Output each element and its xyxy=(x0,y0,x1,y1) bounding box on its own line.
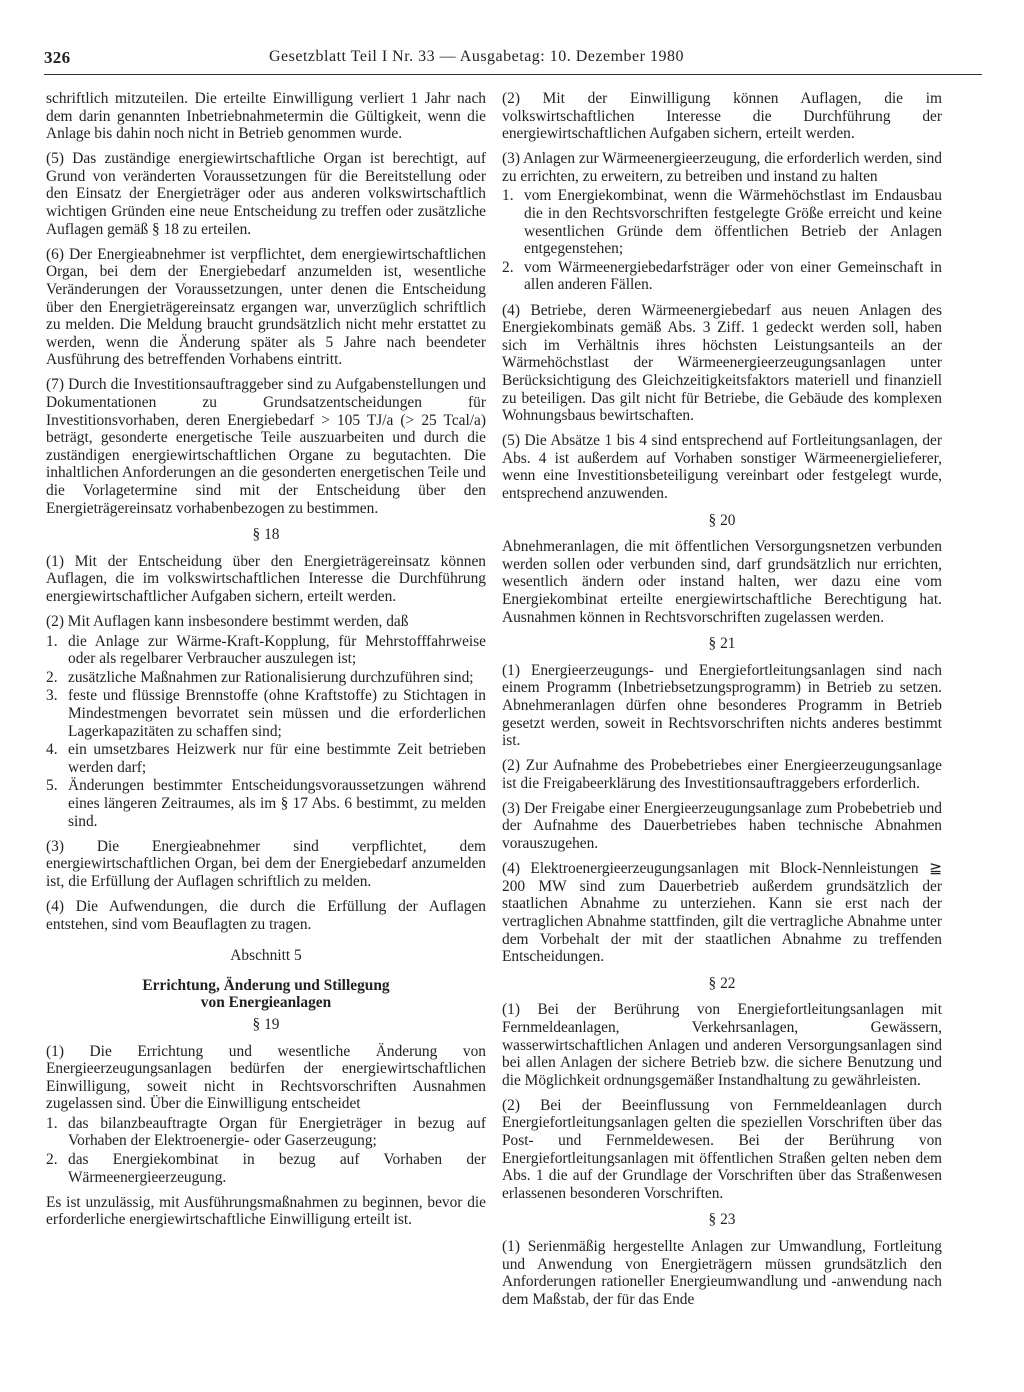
section-heading: § 20 xyxy=(708,511,736,529)
gazette-title: Gesetzblatt Teil I Nr. 33 — Ausgabetag: 10. Dezember 1980 xyxy=(269,48,684,65)
paragraph: (2) Bei der Beeinflussung von Fernmeldeanlagen durch Energiefortleitungsanlagen gelten die speziellen Vorschriften über das Post- und Fernmeldewesen. Bei der Berührung von Energiefortleitungsanlagen mit öffentlichen Straßen gelten neben dem Abs. 1 die auf der Grundlage der Vorschriften über das Straßenwesen erlassenen besonderen Vorschriften. xyxy=(502,1096,942,1202)
paragraph: (4) Elektroenergieerzeugungsanlagen mit Block-Nennleistungen ≧ 200 MW sind zum Dauerbetrieb außerdem grundsätzlich der staatlichen Abnahme zu unterziehen. Kann sie erst nach der vertraglichen Abnahme stattfinden, gilt die vertragliche Abnahme unter dem Vorbehalt der mit der staatlichen Abnahme zu treffenden Entscheidungen. xyxy=(502,860,942,966)
right-column xyxy=(502,90,942,1316)
list-text: feste und flüssige Brennstoffe (ohne Kraftstoffe) zu Stichtagen in Mindestmengen bevorratet sein müssen und die erforderlichen Lagerkapazitäten zu schaffen sind; xyxy=(68,687,486,740)
paragraph: (3) Die Energieabnehmer sind verpflichtet, dem energiewirtschaftlichen Organ, bei dem der Energiebedarf anzumelden ist, die Erfüllung der Auflagen schriftlich zu melden. xyxy=(46,837,486,890)
numbered-list xyxy=(46,633,486,831)
header-rule xyxy=(44,74,982,75)
section-heading: § 22 xyxy=(708,974,736,992)
paragraph: (5) Die Absätze 1 bis 4 sind entsprechend auf Fortleitungsanlagen, der Abs. 4 ist außerdem auf Vorhaben sonstiger Wärmeenergielieferer, wenn eine Investitionsbeteiligung vereinbart oder festgelegt wurde, entsprechend anzuwenden. xyxy=(502,432,942,502)
left-column xyxy=(46,90,486,1236)
list-text: die Anlage zur Wärme-Kraft-Kopplung, für Mehrstofffahrweise oder als regelbarer Verbraucher auszulegen ist; xyxy=(68,632,486,668)
section-heading: § 21 xyxy=(708,635,736,653)
paragraph: (2) Mit der Einwilligung können Auflagen, die im volkswirtschaftlichen Interesse die Durchführung der energiewirtschaftlichen Aufgaben sichern, erteilt werden. xyxy=(502,90,942,143)
list-number: 1. xyxy=(46,632,58,650)
page-number: 326 xyxy=(44,48,71,67)
paragraph: (7) Durch die Investitionsauftraggeber sind zu Aufgabenstellungen und Dokumentationen zu Grundsatzentscheidungen für Investitionsvorhaben, deren Energiebedarf > 105 TJ/a (> 25 Tcal/a) beträgt, gesonderte energetische Teile auszuarbeiten und durch die zuständigen energiewirtschaftlichen Organe zu begutachten. Die inhaltlichen Anforderungen an die gesonderten energetischen Teile und die Vorlagetermine sind mit der Entscheidung über den Energieträgereinsatz vorhabenbezogen zu bestimmen. xyxy=(46,376,486,517)
list-item xyxy=(502,187,942,257)
paragraph: (3) Der Freigabe einer Energieerzeugungsanlage zum Probebetrieb und der Aufnahme des Dauerbetriebes haben technische Abnahmen vorauszugehen. xyxy=(502,799,942,853)
paragraph: (1) Mit der Entscheidung über den Energieträgereinsatz können Auflagen, die im volkswirtschaftlichen Interesse die Durchführung energiewirtschaftlicher Aufgaben sichern, erteilt werden. xyxy=(46,552,486,605)
list-item xyxy=(46,1115,486,1150)
paragraph: (6) Der Energieabnehmer ist verpflichtet, dem energiewirtschaftlichen Organ, bei dem der Energiebedarf anzumelden ist, wesentliche Veränderungen der Voraussetzungen, unter denen die Entscheidung über den Energieträgereinsatz ergangen war, unverzüglich schriftlich zu melden. Die Meldung braucht grundsätzlich nicht mehr erstattet zu werden, wenn die Änderung später als 5 Jahre nach beendeter Ausführung des betreffenden Vorhabens eintritt. xyxy=(46,245,486,369)
numbered-list xyxy=(502,187,942,294)
paragraph: (1) Serienmäßig hergestellte Anlagen zur Umwandlung, Fortleitung und Anwendung von Energieträgern müssen grundsätzlich den Anforderungen rationeller Energieumwandlung und -anwendung nach dem Maßstab, der für das Ende xyxy=(502,1237,942,1308)
chapter-title-line2: von Energieanlagen xyxy=(200,994,332,1012)
section-heading: § 18 xyxy=(252,526,280,544)
paragraph: (5) Das zuständige energiewirtschaftliche Organ ist berechtigt, auf Grund von veränderten Voraussetzungen für die Bereitstellung oder den Einsatz der Energieträger oder aus anderen volkswirtschaftlich wichtigen Gründen eine neue Entscheidung zu treffen oder zusätzliche Auflagen gemäß § 18 zu erteilen. xyxy=(46,150,486,238)
list-text: ein umsetzbares Heizwerk nur für eine bestimmte Zeit betrieben werden darf; xyxy=(68,741,486,776)
page-header xyxy=(44,48,982,74)
paragraph: (1) Energieerzeugungs- und Energiefortleitungsanlagen sind nach einem Programm (Inbetriebsetzungsprogramm) in Betrieb zu setzen. Abnehmeranlagen dürfen ohne besonderes Programm in Betrieb gesetzt werden, soweit in Rechtsvorschriften nichts anderes bestimmt ist. xyxy=(502,661,942,750)
paragraph: (3) Anlagen zur Wärmeenergieerzeugung, die erforderlich werden, sind zu errichten, zu erweitern, zu betreiben und instand zu halten xyxy=(502,150,943,185)
paragraph: (2) Zur Aufnahme des Probebetriebes einer Energieerzeugungsanlage ist die Freigabeerklärung des Investitionsauftraggebers erforderlich. xyxy=(502,757,942,792)
list-text: Änderungen bestimmter Entscheidungsvoraussetzungen während eines längeren Zeitraumes, als im § 17 Abs. 6 bestimmt, zu melden sind. xyxy=(68,777,486,830)
list-text: das bilanzbeauftragte Organ für Energieträger in bezug auf Vorhaben der Elektroenergie- oder Gaserzeugung; xyxy=(68,1114,486,1150)
numbered-list xyxy=(46,1115,486,1186)
list-number: 4. xyxy=(46,741,58,759)
paragraph: (1) Bei der Berührung von Energiefortleitungsanlagen mit Fernmeldeanlagen, Verkehrsanlagen, Gewässern, wasserwirtschaftlichen Anlagen und anderen Versorgungsanlagen sind bei allen Anlagen der sichere Betrieb bzw. die sichere Benutzung und die Möglichkeit ordnungsgemäßer Instandhaltung zu gewährleisten. xyxy=(502,1001,942,1089)
paragraph: (2) Mit Auflagen kann insbesondere bestimmt werden, daß xyxy=(46,613,409,631)
list-item xyxy=(46,633,486,668)
paragraph: (1) Die Errichtung und wesentliche Änderung von Energieerzeugungsanlagen bedürfen der energiewirtschaftlichen Einwilligung, soweit nicht in Rechtsvorschriften Ausnahmen zugelassen sind. Über die Einwilligung entscheidet xyxy=(46,1042,486,1113)
list-item xyxy=(46,777,486,830)
list-item xyxy=(46,687,486,740)
list-number: 1. xyxy=(502,187,514,205)
paragraph: Es ist unzulässig, mit Ausführungsmaßnahmen zu beginnen, bevor die erforderliche energiewirtschaftliche Einwilligung erteilt ist. xyxy=(46,1193,486,1229)
paragraph: Abnehmeranlagen, die mit öffentlichen Versorgungsnetzen verbunden werden sollen oder verbunden sind, darf grundsätzlich nur errichten, wesentlich ändern oder instand halten, wer dazu eine vom Energiekombinat erteilte energiewirtschaftliche Berechtigung hat. Ausnahmen können in Rechtsvorschriften zugelassen werden. xyxy=(502,538,942,626)
list-number: 1. xyxy=(46,1114,58,1132)
list-text: zusätzliche Maßnahmen zur Rationalisierung durchzuführen sind; xyxy=(68,668,474,686)
paragraph: (4) Betriebe, deren Wärmeenergiebedarf aus neuen Anlagen des Energiekombinats gemäß Abs. 3 Ziff. 1 gedeckt werden soll, haben sich im Verhältnis ihres höchsten Leistungsanteils an der Wärmehöchstlast der Wärmeenergieerzeugungsanlagen unter Berücksichtigung des Gleichzeitigkeitsfaktors materiell und finanziell zu beteiligen. Das gilt nicht für Betriebe, die Gebäude des komplexen Wohnungsbaus bewirtschaften. xyxy=(502,301,942,425)
list-item xyxy=(502,259,942,294)
list-number: 3. xyxy=(46,687,58,705)
list-item xyxy=(46,669,486,687)
paragraph: (4) Die Aufwendungen, die durch die Erfüllung der Auflagen entstehen, sind vom Beauflagten zu tragen. xyxy=(46,897,486,933)
list-text: das Energiekombinat in bezug auf Vorhaben der Wärmeenergieerzeugung. xyxy=(68,1151,486,1186)
section-heading: § 19 xyxy=(252,1015,280,1033)
list-text: vom Wärmeenergiebedarfsträger oder von einer Gemeinschaft in allen anderen Fällen. xyxy=(524,258,942,294)
list-number: 2. xyxy=(502,258,514,276)
list-number: 2. xyxy=(46,668,58,686)
list-number: 5. xyxy=(46,777,58,795)
section-heading: § 23 xyxy=(708,1211,736,1229)
list-number: 2. xyxy=(46,1151,58,1169)
chapter-title: Errichtung, Änderung und Stillegung xyxy=(142,976,390,994)
list-item xyxy=(46,1151,486,1186)
paragraph: schriftlich mitzuteilen. Die erteilte Einwilligung verliert 1 Jahr nach dem darin genannten Inbetriebnahmetermin die Gültigkeit, wenn die Anlage bis dahin noch nicht in Betrieb genommen wurde. xyxy=(46,90,486,143)
chapter-label: Abschnitt 5 xyxy=(230,947,302,965)
list-text: vom Energiekombinat, wenn die Wärmehöchstlast im Endausbau die in den Rechtsvorschriften festgelegte Größe erreicht und keine wesentlichen Gründe dem öffentlichen Betrieb der Anlagen entgegenstehen; xyxy=(524,187,942,258)
list-item xyxy=(46,741,486,776)
